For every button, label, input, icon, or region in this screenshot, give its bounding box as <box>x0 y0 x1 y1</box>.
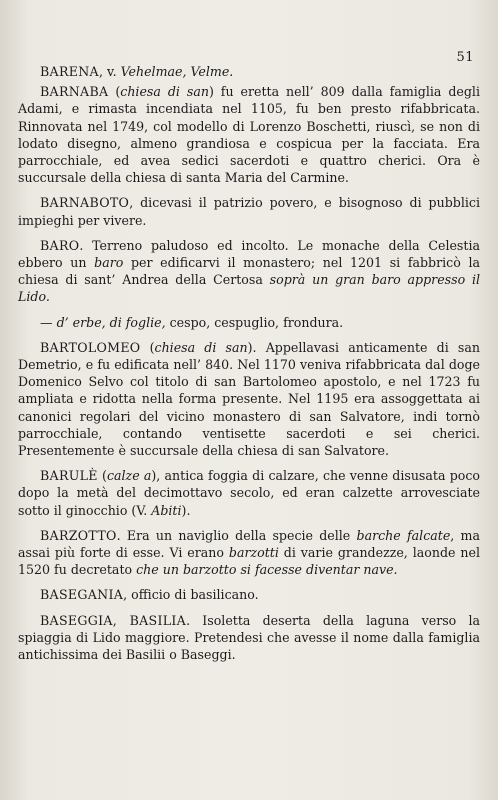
entry-baro: BARO. Terreno paludoso ed incolto. Le monache della Celestia ebbero un baro per edificarvi il monastero; nel 1201 si fabbricò la chiesa di sant’ Andrea della Certosa soprà un gran baro appresso il Lido. <box>18 237 481 305</box>
entry-barnaba: BARNABA (chiesa di san) fu eretta nell’ 809 dalla famiglia degli Adami, e rimasta incendiata nel 1105, fu ben presto rifabbricata. Rinnovata nel 1749, col modello di Lorenzo Boschetti, riuscì, se non di lodato disegno, almeno grandiosa e cospicua per la facciata. Era parrocchiale, ed avea sedici sacerdoti e quattro cherici. Ora è succursale della chiesa di santa Maria del Carmine. <box>18 84 480 186</box>
entry-barena: BARENA, v. Vehelmae, Velme. <box>40 64 234 79</box>
page-number: 51 <box>456 50 474 65</box>
entry-barnaboto: BARNABOTO, dicevasi il patrizio povero, e bisognoso di pubblici impieghi per vivere. <box>18 195 480 228</box>
entry-bartolomeo: BARTOLOMEO (chiesa di san). Appellavasi anticamente di san Demetrio, e fu edificata nell’ 840. Nel 1170 veniva rifabbricata dal doge Domenico Selvo col titolo di san Bartolomeo apostolo, e nel 1723 fu ampliata e ridotta nella forma presente. Nel 1195 era assoggettata ai canonici regolari del vicino monastero di san Salvatore, indi tornò parrocchiale, contando ventisette sacerdoti e sei cherici. Presentemente è succursale della chiesa di san Salvatore. <box>18 339 480 459</box>
entry-baro-sub: — d’ erbe, di foglie, cespo, cespuglio, frondura. <box>40 314 344 330</box>
entry-barule: BARULÈ (calze a), antica foggia di calzare, che venne disusata poco dopo la metà del decimottavo secolo, ed eran calzette arrovesciate sotto il ginocchio (V. Abiti). <box>18 468 480 518</box>
dictionary-text <box>18 63 480 671</box>
entry-baseggia: BASEGGIA, BASILIA. Isoletta deserta della laguna verso la spiaggia di Lido maggiore. Pretendesi che avesse il nome dalla famiglia antichissima dei Basilii o Baseggi. <box>18 612 481 663</box>
entry-barzotto: BARZOTTO. Era un naviglio della specie delle barche falcate, ma assai più forte di esse. Vi erano barzotti di varie grandezze, laonde nel 1520 fu decretato che un barzotto si facesse diventar nave. <box>18 527 480 578</box>
entry-basegania: BASEGANIA, officio di basilicano. <box>40 587 259 603</box>
